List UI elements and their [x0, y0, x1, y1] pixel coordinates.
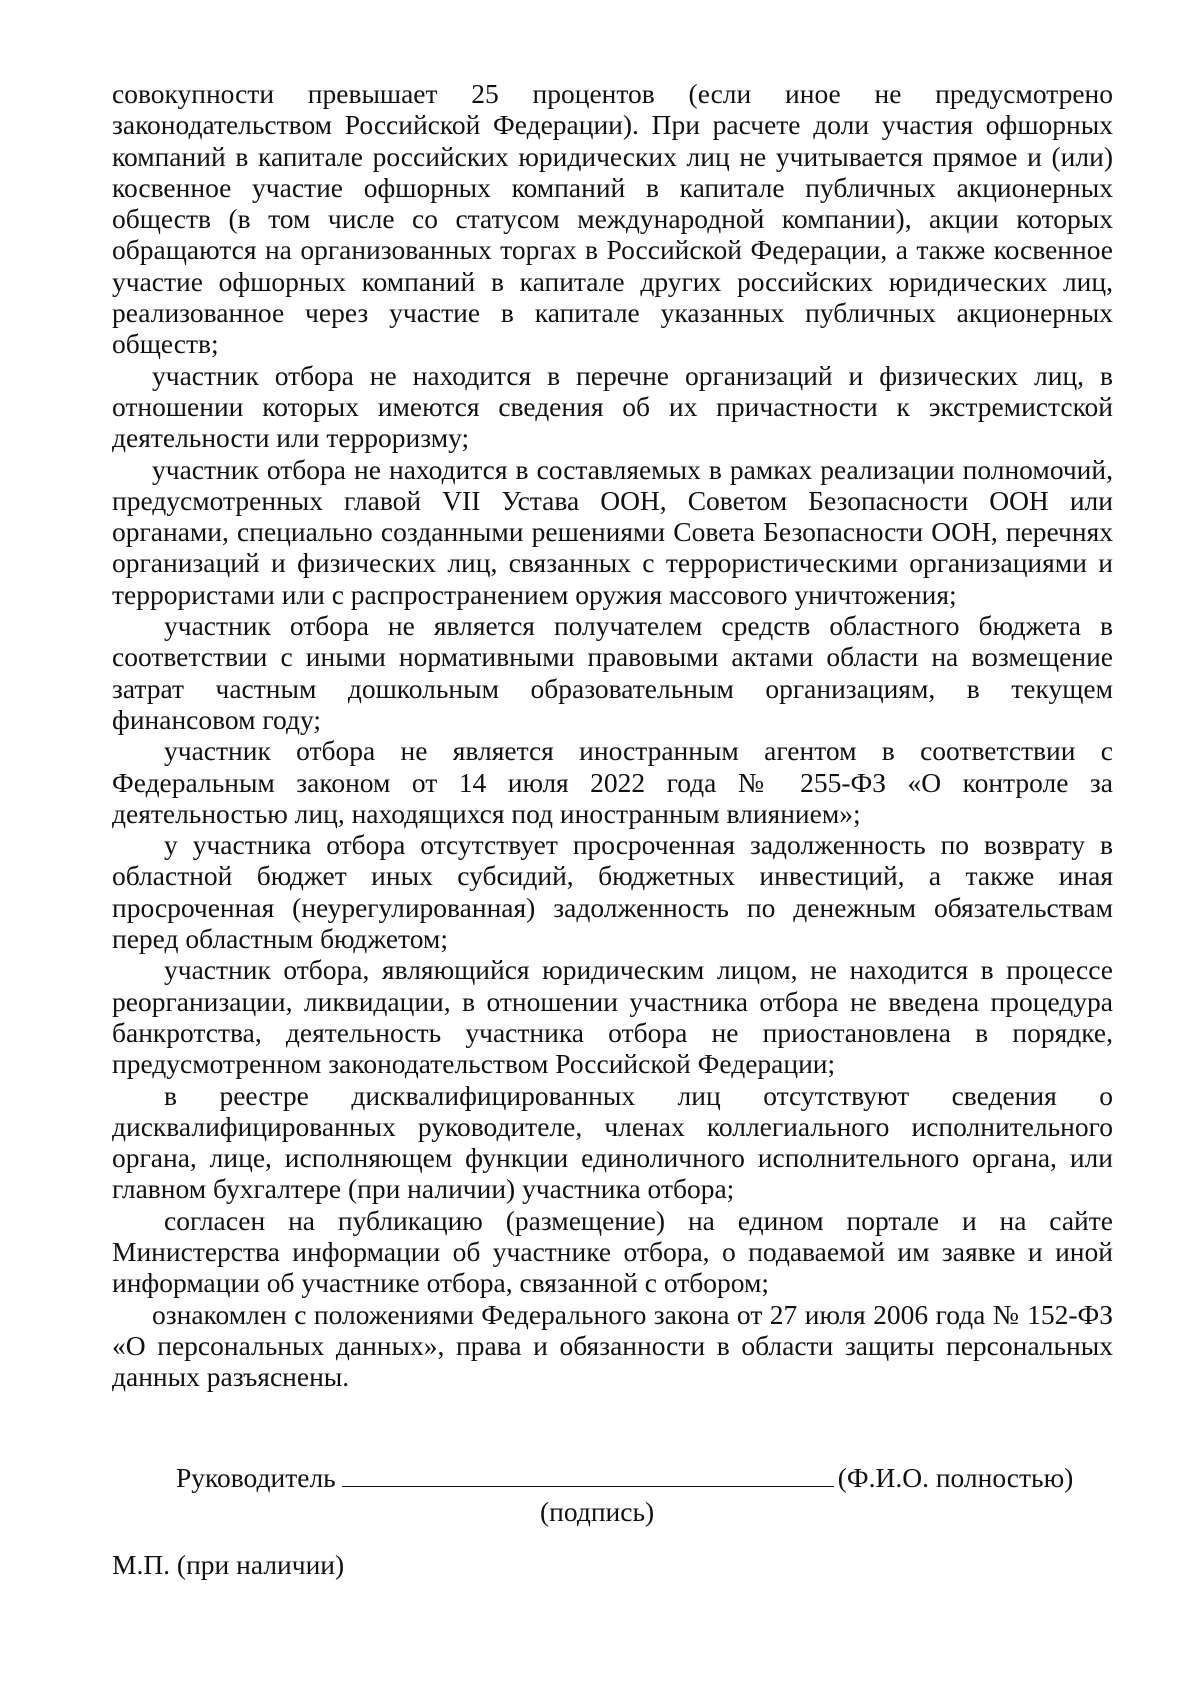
- paragraph-overdue-debt: у участника отбора отсутствует просроченная задолженность по возврату в областной бюджет иных субсидий, бюджетных инвестиций, а также иная просроченная (неурегулированная) задолженность по денежным обязательствам перед областным бюджетом;: [112, 829, 1113, 955]
- paragraph-extremism-list: участник отбора не находится в перечне организаций и физических лиц, в отношении которых имеются сведения об их причастности к экстремистской деятельности или терроризму;: [112, 359, 1113, 454]
- signature-row: [176, 1462, 1073, 1493]
- signature-line: [342, 1464, 834, 1487]
- paragraph-publication-consent: согласен на публикацию (размещение) на едином портале и на сайте Министерства информации об участнике отбора, о подаваемой им заявке и иной информации об участнике отбора, связанной с отбором;: [112, 1204, 1113, 1299]
- signature-caption: (подпись): [540, 1496, 655, 1527]
- stamp-note: М.П. (при наличии): [112, 1549, 345, 1580]
- document-body: [112, 78, 1113, 1392]
- paragraph-personal-data: ознакомлен с положениями Федерального закона от 27 июля 2006 года № 152-ФЗ «О персональных данных», права и обязанности в области защиты персональных данных разъяснены.: [112, 1298, 1113, 1393]
- paragraph-budget-recipient: участник отбора не является получателем средств областного бюджета в соответствии с иными нормативными правовыми актами области на возмещение затрат частным дошкольным образовательным организациям, в текущем финансовом году;: [112, 610, 1113, 735]
- paragraph-offshore-participation: совокупности превышает 25 процентов (если иное не предусмотрено законодательством Российской Федерации). При расчете доли участия офшорных компаний в капитале российских юридических лиц не учитывается прямое и (или) косвенное участие офшорных компаний в капитале публичных акционерных обществ (в том числе со статусом международной компании), акции которых обращаются на организованных торгах в Российской Федерации, а также косвенное участие офшорных компаний в капитале других российских юридических лиц, реализованное через участие в капитале указанных публичных акционерных обществ;: [112, 78, 1113, 360]
- paragraph-un-lists: участник отбора не находится в составляемых в рамках реализации полномочий, предусмотренных главой VII Устава ООН, Советом Безопасности ООН или органами, специально созданными решениями Совета Безопасности ООН, перечнях организаций и физических лиц, связанных с террористическими организациями и террористами или с распространением оружия массового уничтожения;: [112, 453, 1113, 610]
- signature-role-label: Руководитель: [176, 1462, 336, 1493]
- signature-name-hint: (Ф.И.О. полностью): [837, 1462, 1074, 1493]
- paragraph-reorganization: участник отбора, являющийся юридическим лицом, не находится в процессе реорганизации, ликвидации, в отношении участника отбора не введена процедура банкротства, деятельность участника отбора не приостановлена в порядке, предусмотренном законодательством Российской Федерации;: [112, 954, 1113, 1080]
- paragraph-disqualified-persons: в реестре дисквалифицированных лиц отсутствуют сведения о дисквалифицированных руководителе, членах коллегиального исполнительного органа, лице, исполняющем функции единоличного исполнительного органа, или главном бухгалтере (при наличии) участника отбора;: [112, 1079, 1113, 1205]
- paragraph-foreign-agent: участник отбора не является иностранным агентом в соответствии с Федеральным законом от 14 июля 2022 года № 255-ФЗ «О контроле за деятельностью лиц, находящихся под иностранным влиянием»;: [112, 735, 1113, 829]
